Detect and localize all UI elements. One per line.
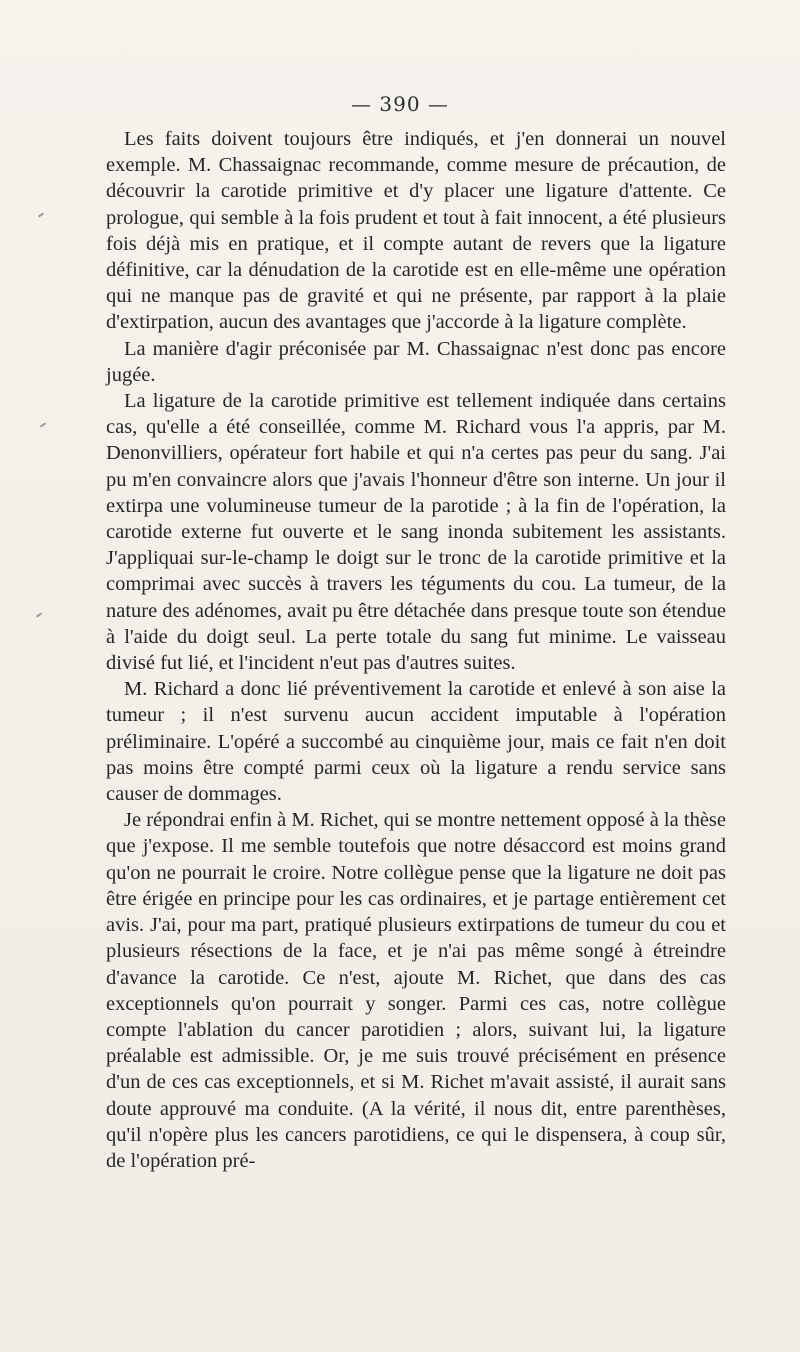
margin-mark xyxy=(36,612,42,617)
paragraph-2: La manière d'agir préconisée par M. Chassaignac n'est donc pas encore jugée. xyxy=(106,337,726,386)
page-number: — 390 — xyxy=(351,92,449,116)
paragraph-3: La ligature de la carotide primitive est tellement indiquée dans certains cas, qu'elle a été conseillée, comme M. Richard vous l'a appris, par M. Denonvilliers, opérateur fort habile et qui n'a certes pas peur du sang. J'ai pu m'en convaincre alors que j'avais l'honneur d'être son interne. Un jour il extirpa une volumineuse tumeur de la parotide ; à la fin de l'opération, la carotide externe fut ouverte et le sang inonda subitement les assistants. J'appliquai sur-le-champ le doigt sur le tronc de la carotide primitive et la comprimai avec succès à travers les téguments du cou. La tumeur, de la nature des adénomes, avait pu être détachée dans presque toute son étendue à l'aide du doigt seul. La perte totale du sang fut minime. Le vaisseau divisé fut lié, et l'incident n'eut pas d'autres suites. xyxy=(106,390,726,675)
margin-mark xyxy=(38,212,44,217)
paragraph-5: Je répondrai enfin à M. Richet, qui se montre nettement opposé à la thèse que j'expose. Il me semble toutefois que notre désaccord est moins grand qu'on ne pourrait le croire. Notre collègue pense que la ligature ne doit pas être érigée en principe pour les cas ordinaires, et je partage entièrement cet avis. J'ai, pour ma part, pratiqué plusieurs extirpations de tumeur du cou et plusieurs résections de la face, et je n'ai pas même songé à étreindre d'avance la carotide. Ce n'est, ajoute M. Richet, que dans des cas exceptionnels qu'on pourrait y songer. Parmi ces cas, notre collègue compte l'ablation du cancer parotidien ; alors, suivant lui, la ligature préalable est admissible. Or, je me suis trouvé précisément en présence d'un de ces cas exceptionnels, et si M. Richet m'avait assisté, il aurait sans doute approuvé ma conduite. (A la vérité, il nous dit, entre parenthèses, qu'il n'opère plus les cancers parotidiens, ce qui le dispensera, à coup sûr, de l'opération pré- xyxy=(106,809,726,1172)
body-text xyxy=(106,126,726,1174)
paragraph-4: M. Richard a donc lié préventivement la carotide et enlevé à son aise la tumeur ; il n'est survenu aucun accident imputable à l'opération préliminaire. L'opéré a succombé au cinquième jour, mais ce fait n'en doit pas moins être compté parmi ceux où la ligature a rendu service sans causer de dommages. xyxy=(106,678,726,806)
paragraph-1: Les faits doivent toujours être indiqués, et j'en donnerai un nouvel exemple. M. Chassaignac recommande, comme mesure de précaution, de découvrir la carotide primitive et d'y placer une ligature d'attente. Ce prologue, qui semble à la fois prudent et tout à fait innocent, a été plusieurs fois déjà mis en pratique, et il compte autant de revers que la ligature définitive, car la dénudation de la carotide est en elle-même une opération qui ne manque pas de gravité et qui ne présente, par rapport à la plaie d'extirpation, aucun des avantages que j'accorde à la ligature complète. xyxy=(106,128,726,334)
margin-mark xyxy=(40,422,46,427)
